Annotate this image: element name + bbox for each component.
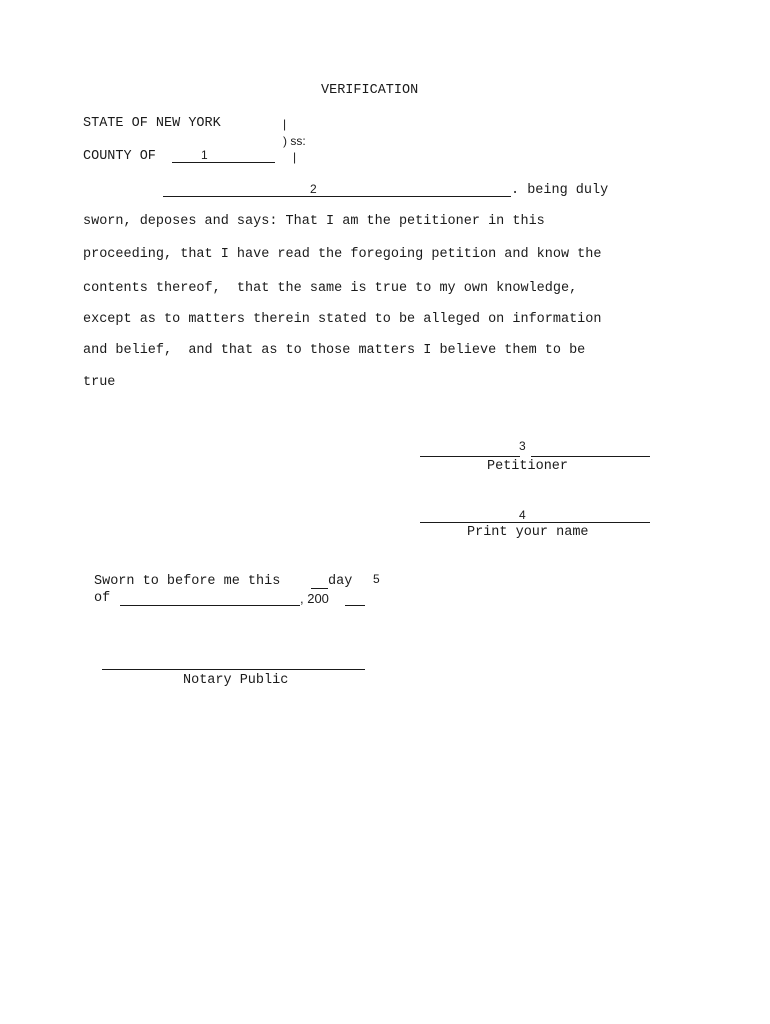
document-title: VERIFICATION — [321, 83, 419, 98]
body-line: sworn, deposes and says: That I am the petitioner in this — [83, 214, 545, 229]
body-line: true — [83, 375, 116, 390]
year-input-line[interactable] — [345, 605, 365, 606]
body-line: except as to matters therein stated to be alleged on information — [83, 312, 602, 327]
affiant-name-input-line[interactable] — [163, 196, 511, 197]
county-input-line[interactable] — [172, 162, 275, 163]
print-name-field-number: 4 — [519, 508, 526, 522]
day-label: day — [328, 574, 353, 589]
jurat-field-number: 5 — [373, 572, 380, 586]
year-prefix: , 200 — [300, 591, 329, 606]
sworn-text: Sworn to before me this — [94, 574, 281, 589]
day-input-line[interactable] — [311, 588, 328, 589]
body-line: contents thereof, that the same is true to my own knowledge, — [83, 281, 578, 296]
venue-bracket-bottom: | — [293, 150, 297, 164]
petitioner-signature-line-right[interactable] — [531, 456, 650, 457]
affiant-name-field-number: 2 — [310, 182, 317, 196]
petitioner-signature-line-left[interactable] — [420, 456, 520, 457]
signature-field-number: 3 — [519, 439, 526, 453]
being-duly-text: . being duly — [511, 183, 609, 198]
venue-bracket-top: | — [283, 117, 287, 131]
notary-public-label: Notary Public — [183, 673, 289, 688]
notary-signature-line[interactable] — [102, 669, 365, 670]
month-input-line[interactable] — [120, 605, 300, 606]
body-line: and belief, and that as to those matters I believe them to be — [83, 343, 586, 358]
body-line: proceeding, that I have read the foregoing petition and know the — [83, 247, 602, 262]
of-label: of — [94, 591, 111, 606]
venue-ss-label: ) ss: — [283, 134, 306, 148]
state-label: STATE OF NEW YORK — [83, 116, 221, 131]
print-name-input-line[interactable] — [420, 522, 650, 523]
print-name-label: Print your name — [467, 525, 589, 540]
petitioner-label: Petitioner — [487, 459, 569, 474]
county-label: COUNTY OF — [83, 149, 156, 164]
county-field-number: 1 — [201, 148, 208, 162]
